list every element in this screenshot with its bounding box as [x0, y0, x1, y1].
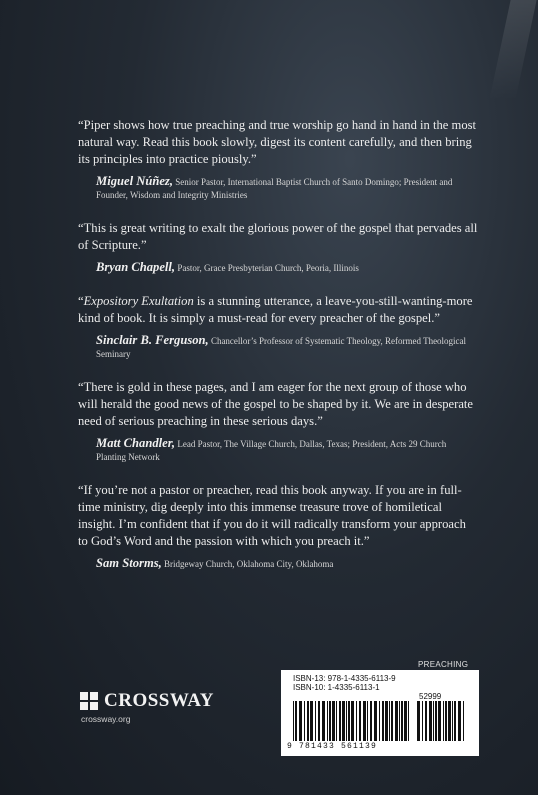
attribution: [78, 437, 478, 464]
endorser-name: Sam Storms,: [96, 556, 162, 570]
attribution: [78, 557, 478, 571]
endorser-name: Miguel Núñez,: [96, 174, 173, 188]
endorsements: [78, 117, 478, 589]
publisher-url: crossway.org: [81, 714, 131, 724]
attribution: [78, 261, 478, 275]
endorsement: [78, 117, 478, 202]
logo-row: [80, 690, 214, 712]
endorser-role: Bridgeway Church, Oklahoma City, Oklahoma: [164, 559, 334, 569]
endorsement: [78, 293, 478, 361]
publisher-logo: [80, 690, 214, 724]
price-barcode-bars: [417, 701, 467, 741]
endorser-name: Sinclair B. Ferguson,: [96, 333, 209, 347]
publisher-name: CROSSWAY: [104, 690, 214, 711]
endorser-role: Senior Pastor, International Baptist Church of Santo Domingo; President and Founder, Wisdom and Integrity Ministries: [96, 177, 453, 200]
endorsement: [78, 482, 478, 571]
barcode-digits: 9 781433 561139: [287, 742, 378, 751]
endorser-name: Matt Chandler,: [96, 436, 176, 450]
crossway-cross-icon: [80, 692, 98, 710]
quote-text: “Piper shows how true preaching and true worship go hand in hand in the most natural way. Read this book slowly, digest its content carefully, and then bring its principles into practice piously.”: [78, 118, 477, 166]
isbn-10: ISBN-10: 1-4335-6113-1: [293, 683, 380, 692]
open-quote: “: [78, 294, 84, 308]
barcode-box: [281, 670, 479, 756]
quote-text: “If you’re not a pastor or preacher, read this book anyway. If you are in full-time ministry, dig deeply into this immense treasure trove of homiletical insight. I’m confident that if you do it will radically transform your approach to God’s Word and the passion with which you preach it.”: [78, 483, 466, 548]
light-streak: [489, 0, 536, 100]
attribution: [78, 175, 478, 202]
genre-label: PREACHING: [418, 660, 469, 669]
endorser-role: Pastor, Grace Presbyterian Church, Peoria, Illinois: [177, 263, 359, 273]
quote-body: is a stunning utterance, a leave-you-still-wanting-more kind of book. It is simply a must-read for every preacher of the gospel.”: [78, 294, 473, 325]
quote-text: “There is gold in these pages, and I am eager for the next group of those who will herald the good news of the gospel to be shaped by it. We are in desperate need of serious preaching in these serious days.”: [78, 380, 473, 428]
attribution: [78, 334, 478, 361]
isbn-13: ISBN-13: 978-1-4335-6113-9: [293, 674, 396, 683]
endorser-name: Bryan Chapell,: [96, 260, 176, 274]
book-title: Expository Exultation: [83, 294, 194, 308]
quote-text: [78, 293, 478, 327]
endorser-role: Lead Pastor, The Village Church, Dallas, Texas; President, Acts 29 Church Planting Network: [96, 439, 447, 462]
endorsement: [78, 220, 478, 275]
endorser-role: Chancellor’s Professor of Systematic Theology, Reformed Theological Seminary: [96, 336, 467, 359]
barcode-bars: [293, 701, 411, 741]
quote-text: “This is great writing to exalt the glorious power of the gospel that pervades all of Scripture.”: [78, 221, 478, 252]
endorsement: [78, 379, 478, 464]
price-code: 52999: [419, 692, 442, 701]
